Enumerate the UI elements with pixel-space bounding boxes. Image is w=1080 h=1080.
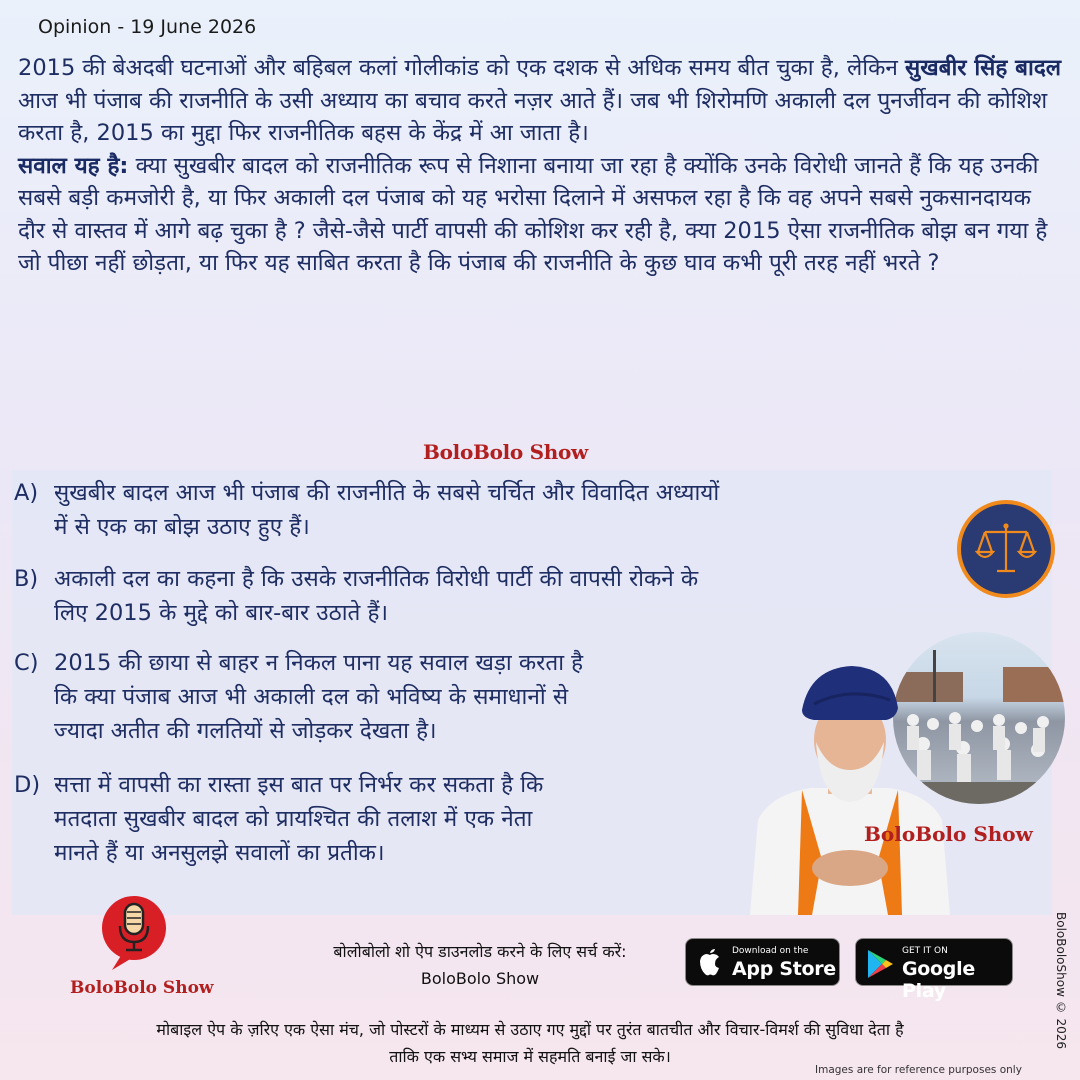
app-store-button[interactable] — [685, 938, 840, 986]
option-a-line-2: में से एक का बोझ उठाए हुए हैं। — [54, 514, 310, 540]
option-d — [14, 768, 543, 870]
intro-part-b: आज भी पंजाब की राजनीति के उसी अध्याय का बचाव करते नज़र आते हैं। जब भी शिरोमणि अकाली दल पुनर्जीवन की कोशिश करता है, 2015 का मुद्दा फिर राजनीतिक बहस के केंद्र में आ जाता है। — [18, 87, 1048, 146]
post-date: Opinion - 19 June 2026 — [38, 16, 257, 38]
option-c-line-2: कि क्या पंजाब आज भी अकाली दल को भविष्य के समाधानों से — [54, 684, 569, 710]
intro-name: सुखबीर सिंह बादल — [905, 55, 1062, 81]
image-disclaimer: Images are for reference purposes only — [815, 1064, 1022, 1076]
scales-of-justice-icon — [957, 500, 1055, 598]
appstore-big-text: App Store — [732, 958, 836, 980]
option-c-line-3: ज्यादा अतीत की गलतियों से जोड़कर देखता है। — [54, 718, 437, 744]
brand-watermark-photo: BoloBolo Show — [864, 822, 1033, 846]
download-line-2: BoloBolo Show — [420, 969, 540, 988]
brand-logo-text: BoloBolo Show — [70, 978, 214, 998]
footer-line-2: ताकि एक सभ्य समाज में सहमति बनाई जा सके। — [389, 1047, 671, 1066]
option-b-line-2: लिए 2015 के मुद्दे को बार-बार उठाते हैं। — [54, 600, 388, 626]
microphone-icon — [98, 892, 170, 972]
option-a-letter: A) — [14, 480, 39, 506]
download-prompt — [290, 938, 670, 992]
option-b-line-1: अकाली दल का कहना है कि उसके राजनीतिक विरोधी पार्टी की वापसी रोकने के — [54, 566, 699, 592]
intro-text — [18, 52, 1063, 280]
question-text: क्या सुखबीर बादल को राजनीतिक रूप से निशाना बनाया जा रहा है क्योंकि उनके विरोधी जानते हैं कि यह उनकी सबसे बड़ी कमजोरी है, या फिर अकाली दल पंजाब को यह भरोसा दिलाने में असफल रहा है कि वह अपने सबसे नुकसानदायक दौर से वास्तव में आगे बढ़ चुका है ? जैसे-जैसे पार्टी वापसी की कोशिश कर रही है, क्या 2015 ऐसा राजनीतिक बोझ बन गया है जो पीछा नहीं छोड़ता, या फिर यह साबित करता है कि पंजाब की राजनीति के कुछ घाव कभी पूरी तरह नहीं भरते ? — [18, 152, 1048, 276]
option-c-letter: C) — [14, 650, 39, 676]
intro-part-a: 2015 की बेअदबी घटनाओं और बहिबल कलां गोलीकांड को एक दशक से अधिक समय बीत चुका है, लेकिन — [18, 55, 906, 81]
option-d-line-3: मानते हैं या अनसुलझे सवालों का प्रतीक। — [54, 840, 385, 866]
option-a-line-1: सुखबीर बादल आज भी पंजाब की राजनीति के सबसे चर्चित और विवादित अध्यायों — [54, 480, 720, 506]
brand-watermark-mid: BoloBolo Show — [423, 440, 588, 464]
footer-line-1: मोबाइल ऐप के ज़रिए एक ऐसा मंच, जो पोस्टरों के माध्यम से उठाए गए मुद्दों पर तुरंत बातचीत और विचार-विमर्श की सुविधा देता है — [156, 1020, 904, 1039]
option-b-letter: B) — [14, 566, 39, 592]
option-d-letter: D) — [14, 772, 41, 798]
gplay-big-text: Google Play — [902, 958, 975, 1002]
apple-icon — [698, 949, 722, 977]
option-a — [14, 476, 719, 544]
google-play-icon — [866, 949, 894, 979]
option-d-line-1: सत्ता में वापसी का रास्ता इस बात पर निर्भर कर सकता है कि — [54, 772, 544, 798]
google-play-button[interactable] — [855, 938, 1013, 1002]
appstore-small-text: Download on the — [732, 946, 809, 956]
leader-photo — [740, 660, 960, 915]
option-b — [14, 562, 698, 630]
option-c-line-1: 2015 की छाया से बाहर न निकल पाना यह सवाल खड़ा करता है — [54, 650, 584, 676]
side-copyright: BoloBoloShow © 2026 — [1054, 912, 1068, 1050]
footer-text — [20, 1016, 1040, 1070]
question-label: सवाल यह है: — [18, 152, 129, 179]
option-c — [14, 646, 583, 748]
option-d-line-2: मतदाता सुखबीर बादल को प्रायश्चित की तलाश में एक नेता — [54, 806, 533, 832]
gplay-small-text: GET IT ON — [902, 946, 948, 956]
download-line-1: बोलोबोलो शो ऐप डाउनलोड करने के लिए सर्च करें: — [333, 942, 627, 961]
